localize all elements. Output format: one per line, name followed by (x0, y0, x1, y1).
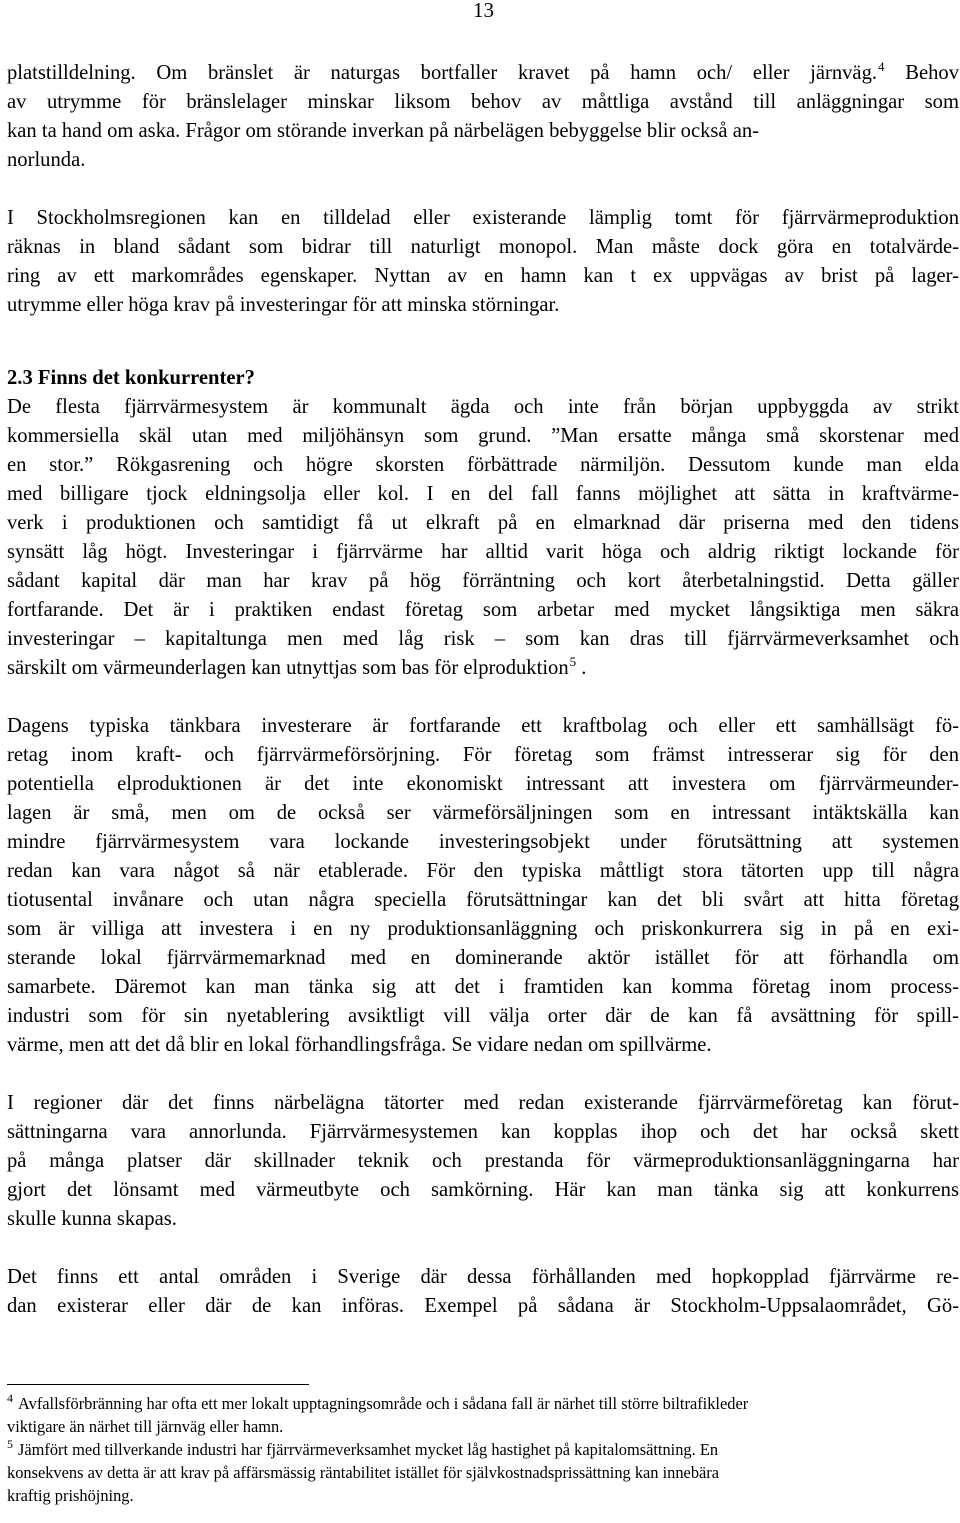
footnote-5 (7, 1438, 959, 1507)
footnote-line: kraftig prishöjning. (7, 1486, 134, 1505)
text-line: sådant kapital där man har krav på hög förräntning och kort återbetalningstid. Detta gäller (7, 570, 959, 592)
footnote-reference[interactable]: 4 (878, 59, 885, 74)
section-heading: 2.3 Finns det konkurrenter? (7, 367, 255, 389)
footnote-mark: 4 (7, 1391, 13, 1405)
text-line: en stor.” Rökgasrening och högre skorsten förbättrade närmiljön. Dessutom kunde man elda (7, 454, 959, 476)
text-line: tiotusental invånare och utan några speciella förutsättningar kan det bli svårt att hitta företag (7, 889, 959, 911)
text-line: I Stockholmsregionen kan en tilldelad eller existerande lämplig tomt för fjärrvärmeproduktion (7, 207, 959, 229)
footnote-reference[interactable]: 5 (569, 654, 577, 669)
text-line: utrymme eller höga krav på investeringar för att minska störningar. (7, 294, 560, 316)
text-line: Det finns ett antal områden i Sverige där dessa förhållanden med hopkopplad fjärrvärme re- (7, 1266, 959, 1288)
text-line: lagen är små, men om de också ser värmeförsäljningen som en intressant intäktskälla kan (7, 802, 959, 824)
footnote-line: $^4$ Avfallsförbränning har ofta ett mer lokalt upptagningsområde och i sådana fall är närhet till större biltrafikleder (7, 1391, 749, 1413)
text-line: med billigare tjock eldningsolja eller kol. I en del fall fanns möjlighet att sätta in kraftvärme- (7, 483, 959, 505)
text-line: skulle kunna skapas. (7, 1208, 177, 1230)
footnote-separator (7, 1384, 309, 1385)
text-line: Dagens typiska tänkbara investerare är fortfarande ett kraftbolag och eller ett samhällsägt fö- (7, 715, 959, 737)
paragraph-1 (7, 59, 959, 175)
paragraph-3 (7, 393, 959, 683)
footnotes (7, 1392, 959, 1507)
text-line: retag inom kraft- och fjärrvärmeförsörjning. För företag som främst intresserar sig för den (7, 744, 959, 766)
text-line: kommersiella skäl utan med miljöhänsyn som grund. ”Man ersatte många små skorstenar med (7, 425, 959, 447)
text-line: sterande lokal fjärrvärmemarknad med en dominerande aktör istället för att förhandla om (7, 947, 959, 969)
footnote-4 (7, 1392, 959, 1438)
text-line: investeringar – kapitaltunga men med låg risk – som kan dras till fjärrvärmeverksamhet och (7, 628, 959, 650)
text-line: samarbete. Däremot kan man tänka sig att det i framtiden kan komma företag inom process- (7, 976, 959, 998)
footnote-line: $^5$ Jämfört med tillverkande industri har fjärrvärmeverksamhet mycket låg hastighet på kapitalomsättning. En (7, 1437, 719, 1459)
text-line: räknas in bland sådant som bidrar till naturligt monopol. Man måste dock göra en totalvärde- (7, 236, 959, 258)
text-line: industri som för sin nyetablering avsiktligt vill välja orter där de kan få avsättning för spill- (7, 1005, 959, 1027)
text-line: gjort det lönsamt med värmeutbyte och samkörning. Här kan man tänka sig att konkurrens (7, 1179, 959, 1201)
paragraph-6 (7, 1263, 959, 1321)
text-line: särskilt om värmeunderlagen kan utnyttjas som bas för elproduktion$^5$ . (7, 654, 587, 679)
text-line: I regioner där det finns närbelägna tätorter med redan existerande fjärrvärmeföretag kan förut- (7, 1092, 959, 1114)
text-line: ring av ett markområdes egenskaper. Nyttan av en hamn kan t ex uppvägas av brist på lager- (7, 265, 959, 287)
text-line: mindre fjärrvärmesystem vara lockande investeringsobjekt under förutsättning att systemen (7, 831, 959, 853)
text-line: fortfarande. Det är i praktiken endast företag som arbetar med mycket långsiktiga men säkra (7, 599, 959, 621)
footnote-line: viktigare än närhet till järnväg eller hamn. (7, 1417, 284, 1436)
document-body (7, 59, 959, 1321)
footnote-line: konsekvens av detta är att krav på affärsmässig räntabilitet istället för självkostnadsprissättning kan innebära (7, 1463, 720, 1482)
text-line: värme, men att det då blir en lokal förhandlingsfråga. Se vidare nedan om spillvärme. (7, 1034, 712, 1056)
paragraph-2 (7, 204, 959, 320)
text-line: verk i produktionen och samtidigt få ut elkraft på en elmarknad där priserna med den tidens (7, 512, 959, 534)
text-line: platstilldelning. Om bränslet är naturgas bortfaller kravet på hamn och/ eller järnväg.$^4$ Behov (7, 59, 959, 84)
page-number: 13 (473, 0, 494, 22)
text-line: redan kan vara något så när etablerade. För den typiska måttligt stora tätorten upp till några (7, 860, 959, 882)
footnote-mark: 5 (7, 1437, 13, 1451)
text-line: norlunda. (7, 149, 86, 171)
paragraph-5 (7, 1089, 959, 1234)
text-line: potentiella elproduktionen är det inte ekonomiskt intressant att investera om fjärrvärmeunder- (7, 773, 959, 795)
text-line: som är villiga att investera i en ny produktionsanläggning och priskonkurrera sig in på en exi- (7, 918, 959, 940)
text-line: på många platser där skillnader teknik och prestanda för värmeproduktionsanläggningarna har (7, 1150, 959, 1172)
text-line: synsätt låg högt. Investeringar i fjärrvärme har alltid varit höga och aldrig riktigt lockande för (7, 541, 959, 563)
text-line: sättningarna vara annorlunda. Fjärrvärmesystemen kan kopplas ihop och det har också skett (7, 1121, 959, 1143)
text-line: kan ta hand om aska. Frågor om störande inverkan på närbelägen bebyggelse blir också an- (7, 120, 759, 142)
paragraph-4 (7, 712, 959, 1060)
text-line: dan existerar eller där de kan införas. Exempel på sådana är Stockholm-Uppsalaområdet, Gö- (7, 1295, 959, 1317)
text-line: De flesta fjärrvärmesystem är kommunalt ägda och inte från början uppbyggda av strikt (7, 396, 959, 418)
text-line: av utrymme för bränslelager minskar liksom behov av måttliga avstånd till anläggningar som (7, 91, 959, 113)
